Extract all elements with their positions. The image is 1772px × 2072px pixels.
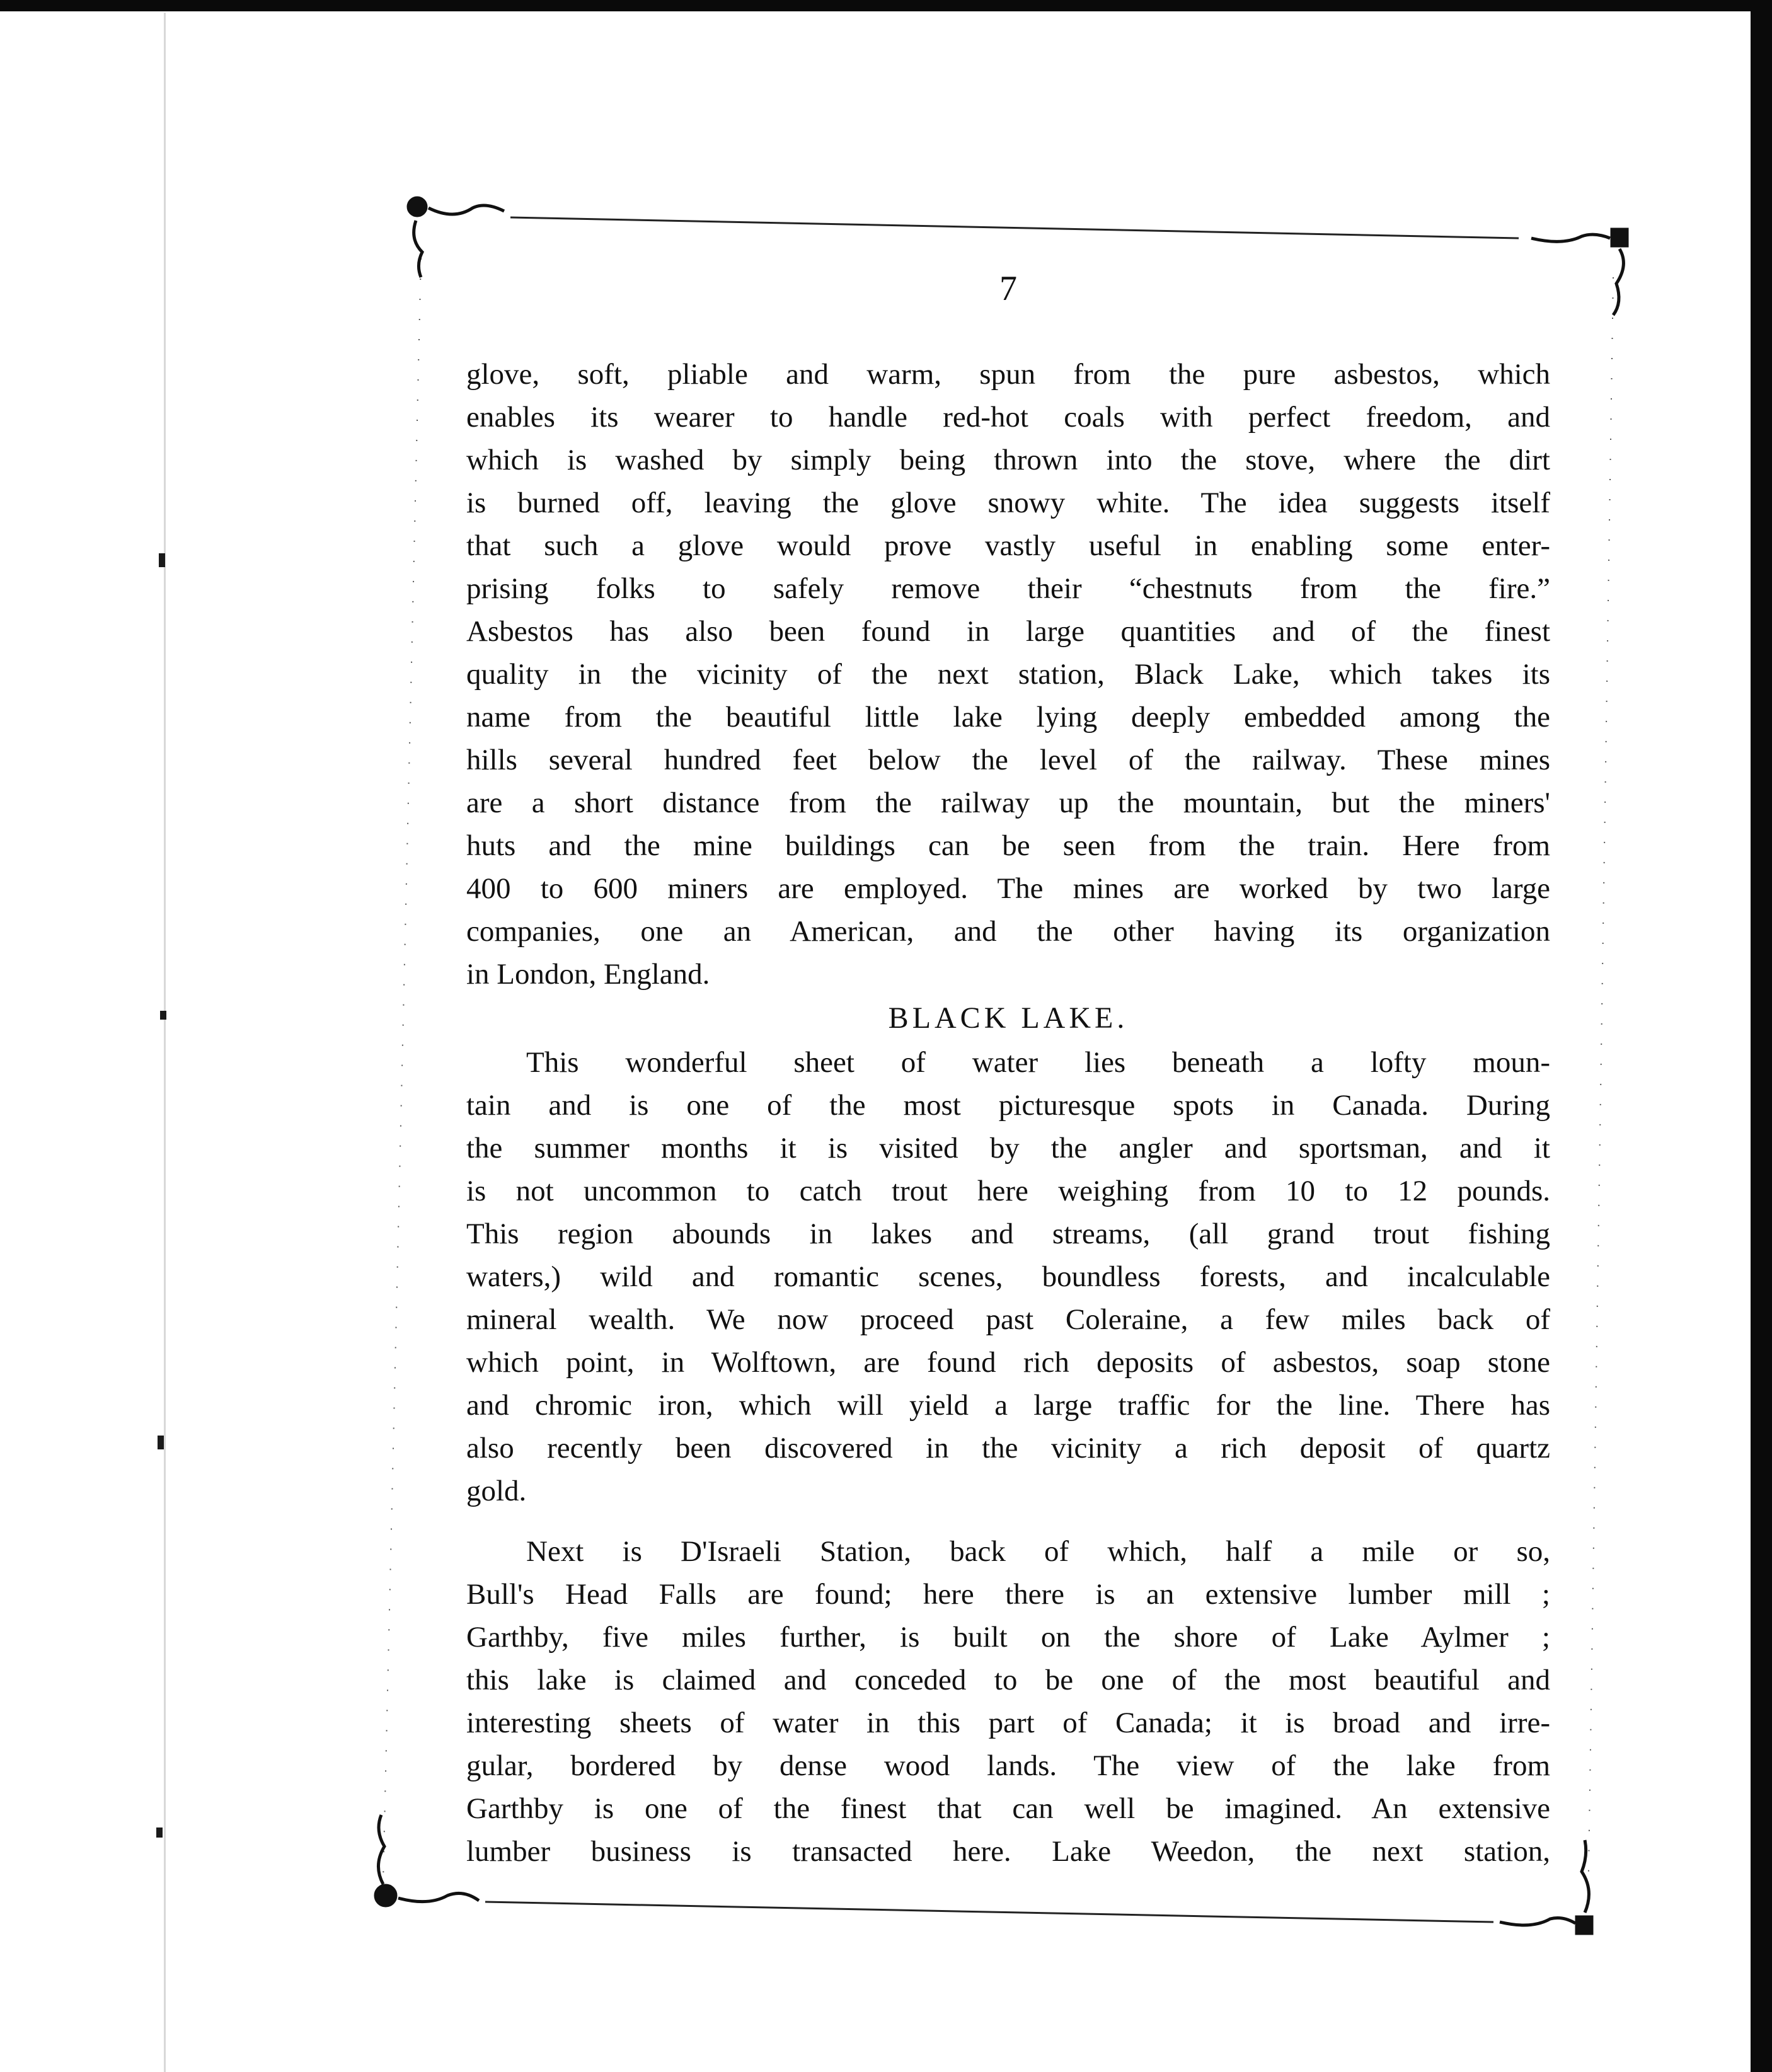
- text-line: prising folks to safely remove their “chestnuts from the fire.”: [466, 572, 1550, 605]
- text-line: quality in the vicinity of the next station, Black Lake, which takes its: [466, 658, 1550, 691]
- text-line: in London, England.: [466, 958, 710, 991]
- text-line: is not uncommon to catch trout here weighing from 10 to 12 pounds.: [466, 1175, 1550, 1207]
- text-line: are a short distance from the railway up the mountain, but the miners': [466, 786, 1550, 819]
- paragraph-asbestos-glove: [466, 353, 1550, 996]
- text-line: tain and is one of the most picturesque spots in Canada. During: [466, 1089, 1550, 1122]
- section-heading-black-lake: BLACK LAKE.: [888, 1001, 1129, 1035]
- text-line: gular, bordered by dense wood lands. The view of the lake from: [466, 1749, 1550, 1782]
- text-line: waters,) wild and romantic scenes, boundless forests, and incalculable: [466, 1260, 1550, 1293]
- ornament-bottom-left: [376, 1815, 479, 1906]
- text-line: This region abounds in lakes and streams, (all grand trout fishing: [466, 1217, 1550, 1250]
- text-line: enables its wearer to handle red-hot coals with perfect freedom, and: [466, 401, 1550, 434]
- text-line: which is washed by simply being thrown into the stove, where the dirt: [466, 444, 1550, 476]
- text-line: lumber business is transacted here. Lake Weedon, the next station,: [466, 1835, 1550, 1868]
- text-line: the summer months it is visited by the angler and sportsman, and it: [466, 1132, 1550, 1165]
- text-line: Bull's Head Falls are found; here there is an extensive lumber mill ;: [466, 1578, 1550, 1611]
- paragraph-disraeli-station: [466, 1530, 1550, 1873]
- text-line: gold.: [466, 1475, 527, 1507]
- text-line: huts and the mine buildings can be seen from the train. Here from: [466, 829, 1550, 862]
- ornament-top-left: [408, 198, 504, 277]
- text-line: hills several hundred feet below the level of the railway. These mines: [466, 744, 1550, 776]
- page-number: 7: [999, 269, 1017, 308]
- text-line: This wonderful sheet of water lies beneath a lofty moun-: [526, 1046, 1550, 1079]
- text-line: is burned off, leaving the glove snowy white. The idea suggests itself: [466, 486, 1550, 519]
- text-line: Next is D'Israeli Station, back of which, half a mile or so,: [526, 1535, 1550, 1568]
- text-line: 400 to 600 miners are employed. The mines are worked by two large: [466, 872, 1550, 905]
- text-line: Asbestos has also been found in large quantities and of the finest: [466, 615, 1550, 648]
- frame-bottom-rule: [485, 1902, 1493, 1922]
- text-line: name from the beautiful little lake lying deeply embedded among the: [466, 701, 1550, 734]
- text-line: Garthby, five miles further, is built on the shore of Lake Aylmer ;: [466, 1621, 1550, 1654]
- text-line: and chromic iron, which will yield a large traffic for the line. There has: [466, 1389, 1550, 1422]
- text-line: interesting sheets of water in this part of Canada; it is broad and irre-: [466, 1707, 1550, 1739]
- frame-top-rule: [510, 217, 1519, 238]
- text-line: mineral wealth. We now proceed past Coleraine, a few miles back of: [466, 1303, 1550, 1336]
- text-line: which point, in Wolftown, are found rich deposits of asbestos, soap stone: [466, 1346, 1550, 1379]
- paragraph-gap: [466, 1512, 1550, 1530]
- frame-left-rule: [383, 258, 421, 1881]
- frame-right-rule: [1588, 277, 1613, 1909]
- text-line: companies, one an American, and the other having its organization: [466, 915, 1550, 948]
- ornament-top-right: [1531, 229, 1627, 315]
- text-line: this lake is claimed and conceded to be one of the most beautiful and: [466, 1664, 1550, 1696]
- text-line: Garthby is one of the finest that can well be imagined. An extensive: [466, 1792, 1550, 1825]
- text-line: also recently been discovered in the vicinity a rich deposit of quartz: [466, 1432, 1550, 1465]
- page-body-text: [466, 353, 1550, 1873]
- text-line: that such a glove would prove vastly useful in enabling some enter-: [466, 529, 1550, 562]
- text-line: glove, soft, pliable and warm, spun from the pure asbestos, which: [466, 358, 1550, 391]
- paragraph-black-lake: [466, 1041, 1550, 1512]
